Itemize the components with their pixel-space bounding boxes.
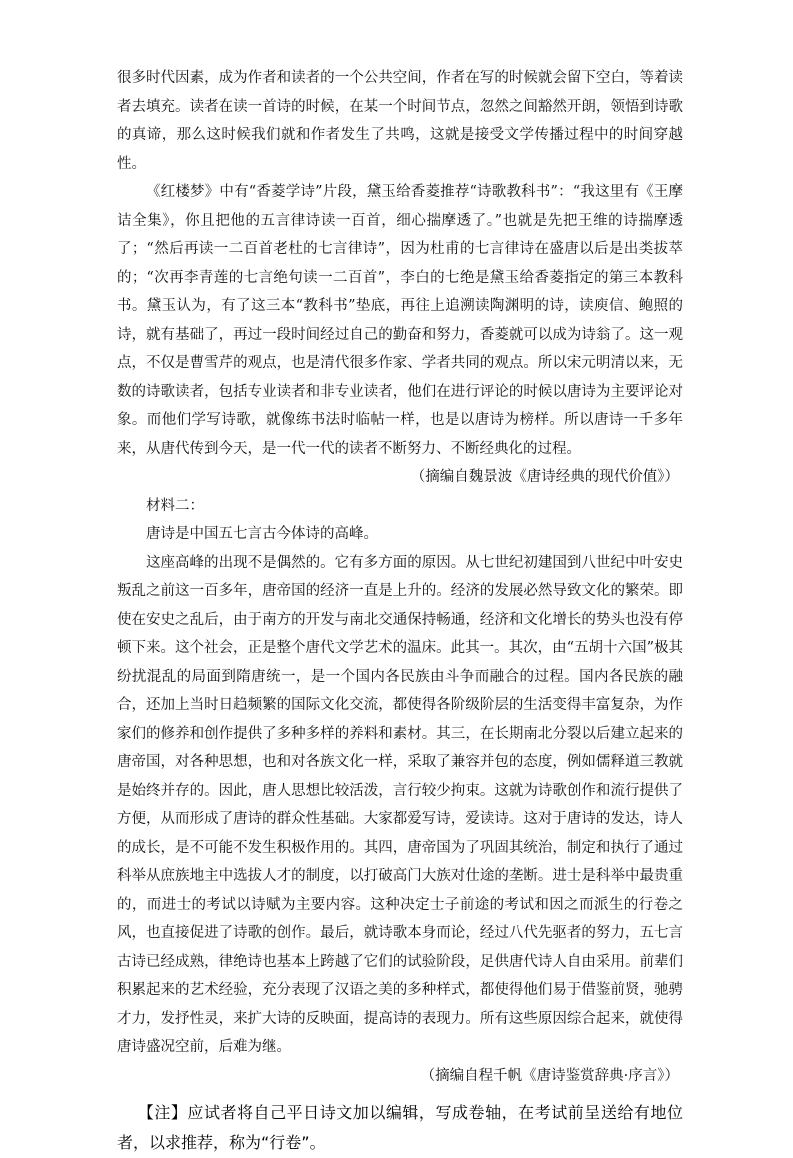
footnote: 【注】应试者将自己平日诗文加以编辑，写成卷轴，在考试前呈送给有地位者，以求推荐，称为“行卷”。 [117, 1103, 683, 1152]
material2-label: 材料二： [146, 497, 204, 514]
material1-hongloumeng-paragraph: 《红楼梦》中有“香菱学诗”片段，黛玉给香菱推荐“诗歌教科书”：“我这里有《王摩诘全集》，你且把他的五言律诗读一百首，细心揣摩透了。”也就是先把王维的诗揣摩透了；“然后再读一二百首老杜的七言律诗”，因为杜甫的七言律诗在盛唐以后是出类拔萃的；“次再李青莲的七言绝句读一二百首”，李白的七绝是黛玉给香菱指定的第三本教科书。黛玉认为，有了这三本“教科书”垫底，再往上追溯读陶渊明的诗，读庾信、鲍照的诗，就有基础了，再过一段时间经过自己的勤奋和努力，香菱就可以成为诗翁了。这一观点，不仅是曹雪芹的观点，也是清代很多作家、学者共同的观点。所以宋元明清以来，无数的诗歌读者，包括专业读者和非专业读者，他们在进行评论的时候以唐诗为主要评论对象。而他们学写诗歌，就像练书法时临帖一样，也是以唐诗为榜样。所以唐诗一千多年来，从唐代传到今天，是一代一代的读者不断努力、不断经典化的过程。 [117, 184, 683, 457]
material2-paragraph: 这座高峰的出现不是偶然的。它有多方面的原因。从七世纪初建国到八世纪中叶安史叛乱之前这一百多年，唐帝国的经济一直是上升的。经济的发展必然导致文化的繁荣。即使在安史之乱后，由于南方的开发与南北交通保持畅通，经济和文化增长的势头也没有停顿下来。这个社会，正是整个唐代文学艺术的温床。此其一。其次，由“五胡十六国”极其纷扰混乱的局面到隋唐统一，是一个国内各民族由斗争而融合的过程。国内各民族的融合，还加上当时日趋频繁的国际文化交流，都使得各阶级阶层的生活变得丰富复杂，为作家们的修养和创作提供了多种多样的养料和素材。其三，在长期南北分裂以后建立起来的唐帝国，对各种思想，也和对各族文化一样，采取了兼容并包的态度，例如儒释道三教就是始终并存的。因此，唐人思想比较活泼，言行较少拘束。这就为诗歌创作和流行提供了方便，从而形成了唐诗的群众性基础。大家都爱写诗，爱读诗。这对于唐诗的发达，诗人的成长，是不可能不发生积极作用的。其四，唐帝国为了巩固其统治，制定和执行了通过科举从庶族地主中选拔人才的制度，以打破高门大族对仕途的垄断。进士是科举中最贵重的，而进士的考试以诗赋为主要内容。这种决定士子前途的考试和因之而派生的行卷之风，也直接促进了诗歌的创作。最后，就诗歌本身而论，经过八代先驱者的努力，五七言古诗已经成熟，律绝诗也基本上跨越了它们的试验阶段，足供唐代诗人自由采用。前辈们积累起来的艺术经验，充分表现了汉语之美的多种样式，都使得他们易于借鉴前贤，驰骋才力，发抒性灵，来扩大诗的反映面，提高诗的表现力。所有这些原因综合起来，就使得唐诗盛况空前，后难为继。 [117, 554, 683, 1055]
material2-source-citation: （摘编自程千帆《唐诗鉴赏辞典·序言》） [420, 1067, 679, 1084]
document-page [117, 64, 683, 1158]
material1-continued-paragraph: 很多时代因素，成为作者和读者的一个公共空间，作者在写的时候就会留下空白，等着读者去填充。读者在读一首诗的时候，在某一个时间节点，忽然之间豁然开朗，领悟到诗歌的真谛，那么这时候我们就和作者发生了共鸣，这就是接受文学传播过程中的时间穿越性。 [117, 70, 683, 172]
material1-source-citation: （摘编自魏景波《唐诗经典的现代价值》） [410, 469, 679, 485]
material2-thesis: 唐诗是中国五七言古今体诗的高峰。 [146, 526, 378, 542]
